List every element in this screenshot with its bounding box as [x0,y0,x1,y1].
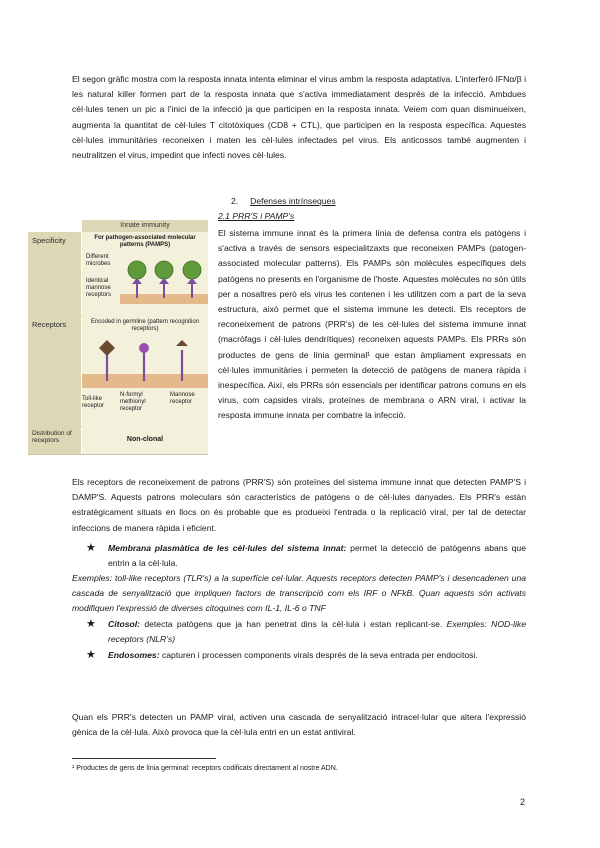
prr-paragraph: Els receptors de reconeixement de patrons (PRR'S) són proteïnes del sistema immune innat que detecten PAMP'S i DAMP'S. Aquests patrons moleculars són característics de patògens o de cèl·lules danyades. Els PRR's estàn estratègicament situats en llocs on és probable que es produeixi l'entrada o la replicació viral, per tal de detectar infeccions de manera ràpida i eficient. [72,477,526,533]
bullet-citosol: ★ Citosol: detecta patògens que ja han penetrat dins la cèl·lula i estan replicant-se. Exemples: NOD-like receptors (NLR's) [86,618,526,645]
page-number: 2 [520,797,526,807]
innate-paragraph: El sistema immune innat és la primera línia de defensa contra els patògens i s'activa a través de sensors especialitzaxts que reconeixen PAMPs (patogen-associated molecular patterns). Els PAMPs són molècules específiques dels patògens no presents en l'organisme de l'hoste. Aquestes molècules no són útils per a nosaltres però els virus les contenen i les utilitzen com a part de la seva estructura, això permet que el sistema immune les detecti. Els receptors de reconeixement de patrons (PRR's) de les cèl·lules del sistema immune innat (macròfags i cèl·lules dendrítiques) reconeixen aquests PAMPs. Els PRRs són productes de gens de línia germinal¹ que estan àmpliament expressats en cèl·lules immunitàries i permeten la detecció de patògens de manera ràpida i inespecífica. Així, els PRRs són essencials per identificar patrons comuns en els virus, com capsides virals, proteïnes de membrana o ARN viral, i activar la resposta immune innata per combatre la infecció. [218,228,526,421]
rec-label-toll: Toll-like receptor [82,396,105,409]
rec-label-nformyl: N-formyl methionyl receptor [120,392,146,412]
examples-paragraph: Exemples: toll-like receptors (TLR's) a la superfície cel·lular. Aquests receptors detecten PAMP's i desencadenen una cascada de senyalització que impliquen factors de transcripció com els IRF o NFkB. Quan aquests són activats modifiquen l'expressió de diverses citoquines com IL-1, IL-6 o TNF [72,573,526,614]
footnote: ¹ Productes de gens de línia germinal: receptors codificats directament al nostre ADN. [72,765,338,772]
section-heading [231,196,336,206]
innate-immunity-figure [28,220,208,460]
specificity-label: Specificity [32,236,66,245]
final-paragraph: Quan els PRR's detecten un PAMP viral, activen una cascada de senyalització intracel·lular que altera l'expressió gènica de la cèl·lula. Això provoca que la cèl·lula entri en un estat antiviral. [72,712,526,738]
receptors-label: Receptors [32,320,67,329]
bullet-endosomes: ★ Endosomes: capturen i processen components virals després de la seva entrada per endocitosi. [108,648,526,663]
section-title: Defenses intrínseques [250,196,336,206]
section-number: 2. [231,196,239,206]
distribution-label: Distribution of receptors [32,430,72,444]
specificity-row [28,232,208,317]
receptors-row [28,316,208,427]
bullet-membrane: ★ Membrana plasmàtica de les cèl·lules del sistema innat: permet la detecció de patògenns abans que entrin a la cèl·lula. [86,542,526,569]
rec-title: Encoded in germline (pattern recognition receptors) [90,319,200,332]
star-icon: ★ [86,649,96,661]
distribution-value: Non-clonal [126,436,164,443]
spec-label-mannose: Identical mannose receptors [86,278,112,298]
distribution-row [28,426,208,455]
microbes-illustration [82,232,208,316]
star-icon: ★ [86,542,96,554]
rec-label-mannose: Mannose receptor [170,392,195,405]
spec-title: For pathogen-associated molecular patterns (PAMPS) [94,235,196,248]
star-icon: ★ [86,618,96,630]
intro-paragraph: El segon gràfic mostra com la resposta innata intenta eliminar el virus ambm la resposta adaptativa. L'interferó IFNα/β i les natural killer formen part de la resposta innata que s'activa immediatament després de la infecció. Ambdues cèl·lules tenen un pic a l'inici de la infecció ja que participen en la resposta innata. Veiem com quan disminueixen, augmenta la quantitat de cèl·lules T citotòxiques (CD8 + CTL), que participen en la resposta específica. Aquestes cèl·lules immunitàries reconeixen i maten les cèl·lules infectades pel virus. Els anticossos també augmenten i neutralitzen el virus, impedint que infecti noves cèl·lules. [72,74,526,161]
subsection-title: 2.1 PRR'S i PAMP's [218,211,295,221]
spec-label-microbes: Different microbes [86,254,111,267]
footnote-divider [72,758,216,759]
figure-header: Innate immunity [82,220,208,232]
